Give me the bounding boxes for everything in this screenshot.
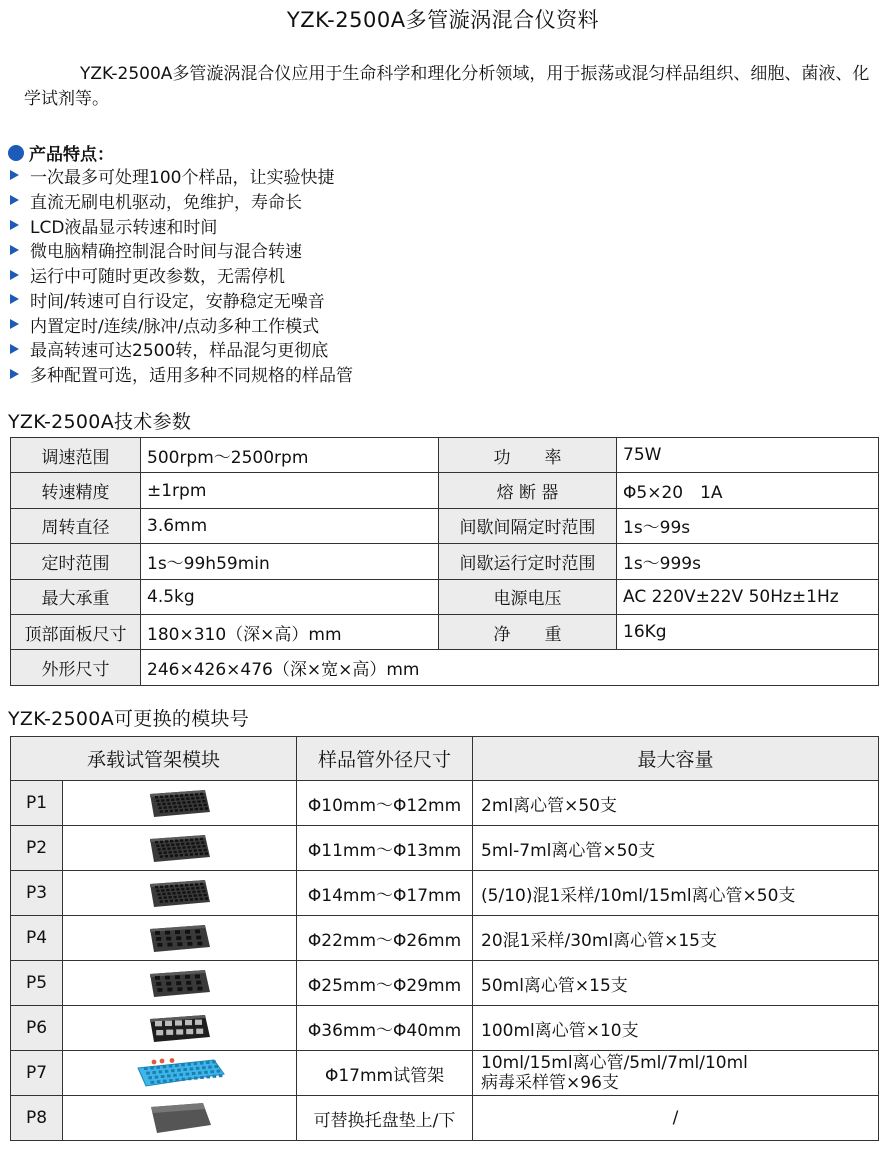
specs-table [10, 437, 879, 686]
module-row [11, 781, 879, 826]
triangle-bullet-icon [10, 369, 19, 379]
spec-value: 500rpm～2500rpm [141, 438, 439, 473]
module-row [11, 916, 879, 961]
feature-item: LCD液晶显示转速和时间 [8, 213, 353, 238]
spec-label: 间歇运行定时范围 [439, 544, 617, 579]
features-list [8, 163, 353, 386]
foam-tube-rack-icon [63, 781, 297, 826]
specs-heading: YZK-2500A技术参数 [8, 411, 192, 433]
module-diameter: Φ10mm～Φ12mm [297, 781, 473, 826]
module-row [11, 1006, 879, 1051]
module-code: P6 [11, 1006, 63, 1051]
module-capacity: 20混1采样/30ml离心管×15支 [473, 916, 879, 961]
module-diameter: Φ22mm～Φ26mm [297, 916, 473, 961]
module-diameter: Φ36mm～Φ40mm [297, 1006, 473, 1051]
module-capacity: (5/10)混1采样/10ml/15ml离心管×50支 [473, 871, 879, 916]
capacity-line: 病毒采样管×96支 [481, 1073, 619, 1093]
module-capacity: 50ml离心管×15支 [473, 961, 879, 1006]
page-title: YZK-2500A多管漩涡混合仪资料 [286, 8, 600, 32]
spec-row [11, 438, 879, 473]
spec-label: 最大承重 [11, 579, 141, 614]
triangle-bullet-icon [10, 195, 19, 205]
foam-tube-rack-icon [63, 1006, 297, 1051]
module-code: P1 [11, 781, 63, 826]
spec-label: 间歇间隔定时范围 [439, 508, 617, 543]
spec-label: 熔 断 器 [439, 473, 617, 508]
spec-label: 净 重 [439, 614, 617, 649]
module-diameter: Φ11mm～Φ13mm [297, 826, 473, 871]
spec-row [11, 544, 879, 579]
module-row [11, 961, 879, 1006]
spec-value: 4.5kg [141, 579, 439, 614]
spec-row [11, 508, 879, 543]
module-capacity: 100ml离心管×10支 [473, 1006, 879, 1051]
feature-item: 运行中可随时更改参数，无需停机 [8, 262, 353, 287]
spec-value: 1s～999s [617, 544, 879, 579]
module-diameter: Φ25mm～Φ29mm [297, 961, 473, 1006]
blue-tube-rack-icon [63, 1051, 297, 1096]
spec-row [11, 650, 879, 685]
bullet-dot-icon [8, 145, 24, 161]
spec-value: 75W [617, 438, 879, 473]
spec-value: 246×426×476（深×宽×高）mm [141, 650, 879, 685]
module-row [11, 871, 879, 916]
spec-label: 周转直径 [11, 508, 141, 543]
foam-tube-rack-icon [63, 826, 297, 871]
feature-item: 时间/转速可自行设定，安静稳定无噪音 [8, 287, 353, 312]
module-code: P8 [11, 1096, 63, 1141]
triangle-bullet-icon [10, 245, 19, 255]
triangle-bullet-icon [10, 344, 19, 354]
module-code: P2 [11, 826, 63, 871]
module-code: P3 [11, 871, 63, 916]
module-capacity: 2ml离心管×50支 [473, 781, 879, 826]
module-capacity: / [473, 1096, 879, 1141]
feature-item: 多种配置可选，适用多种不同规格的样品管 [8, 361, 353, 386]
foam-tube-rack-icon [63, 871, 297, 916]
spec-value: 1s～99h59min [141, 544, 439, 579]
foam-tube-rack-icon [63, 961, 297, 1006]
spec-value: ±1rpm [141, 473, 439, 508]
triangle-bullet-icon [10, 294, 19, 304]
module-row [11, 826, 879, 871]
spec-row [11, 579, 879, 614]
module-row [11, 1096, 879, 1141]
module-diameter: 可替换托盘垫上/下 [297, 1096, 473, 1141]
intro-paragraph: YZK-2500A多管漩涡混合仪应用于生命科学和理化分析领域，用于振荡或混匀样品组织、细胞、菌液、化学试剂等。 [24, 64, 870, 109]
header-max-capacity: 最大容量 [473, 737, 879, 781]
spec-value: 180×310（深×高）mm [141, 614, 439, 649]
module-diameter: Φ14mm～Φ17mm [297, 871, 473, 916]
module-diameter: Φ17mm试管架 [297, 1051, 473, 1096]
feature-item: 微电脑精确控制混合时间与混合转速 [8, 237, 353, 262]
features-heading [8, 140, 114, 165]
foam-tube-rack-icon [63, 916, 297, 961]
module-capacity [473, 1051, 879, 1096]
spec-label: 功 率 [439, 438, 617, 473]
spec-label: 外形尺寸 [11, 650, 141, 685]
feature-item: 直流无刷电机驱动，免维护，寿命长 [8, 188, 353, 213]
module-row [11, 1051, 879, 1096]
modules-heading: YZK-2500A可更换的模块号 [8, 708, 250, 730]
spec-label: 调速范围 [11, 438, 141, 473]
spec-value: 1s～99s [617, 508, 879, 543]
feature-item: 一次最多可处理100个样品，让实验快捷 [8, 163, 353, 188]
spec-value: AC 220V±22V 50Hz±1Hz [617, 579, 879, 614]
spec-label: 电源电压 [439, 579, 617, 614]
feature-item: 内置定时/连续/脉冲/点动多种工作模式 [8, 312, 353, 337]
triangle-bullet-icon [10, 170, 19, 180]
module-code: P7 [11, 1051, 63, 1096]
spec-row [11, 614, 879, 649]
triangle-bullet-icon [10, 319, 19, 329]
header-tube-diameter: 样品管外径尺寸 [297, 737, 473, 781]
capacity-line: 10ml/15ml离心管/5ml/7ml/10ml [481, 1053, 748, 1073]
tray-pad-icon [63, 1096, 297, 1141]
spec-label: 定时范围 [11, 544, 141, 579]
module-code: P5 [11, 961, 63, 1006]
modules-table [10, 736, 879, 1141]
triangle-bullet-icon [10, 270, 19, 280]
spec-label: 转速精度 [11, 473, 141, 508]
triangle-bullet-icon [10, 220, 19, 230]
spec-label: 顶部面板尺寸 [11, 614, 141, 649]
spec-value: 16Kg [617, 614, 879, 649]
spec-value: Φ5×20 1A [617, 473, 879, 508]
spec-value: 3.6mm [141, 508, 439, 543]
module-code: P4 [11, 916, 63, 961]
header-rack-module: 承载试管架模块 [11, 737, 297, 781]
feature-item: 最高转速可达2500转，样品混匀更彻底 [8, 337, 353, 362]
spec-row [11, 473, 879, 508]
module-capacity: 5ml-7ml离心管×50支 [473, 826, 879, 871]
features-heading-text: 产品特点： [29, 145, 114, 165]
